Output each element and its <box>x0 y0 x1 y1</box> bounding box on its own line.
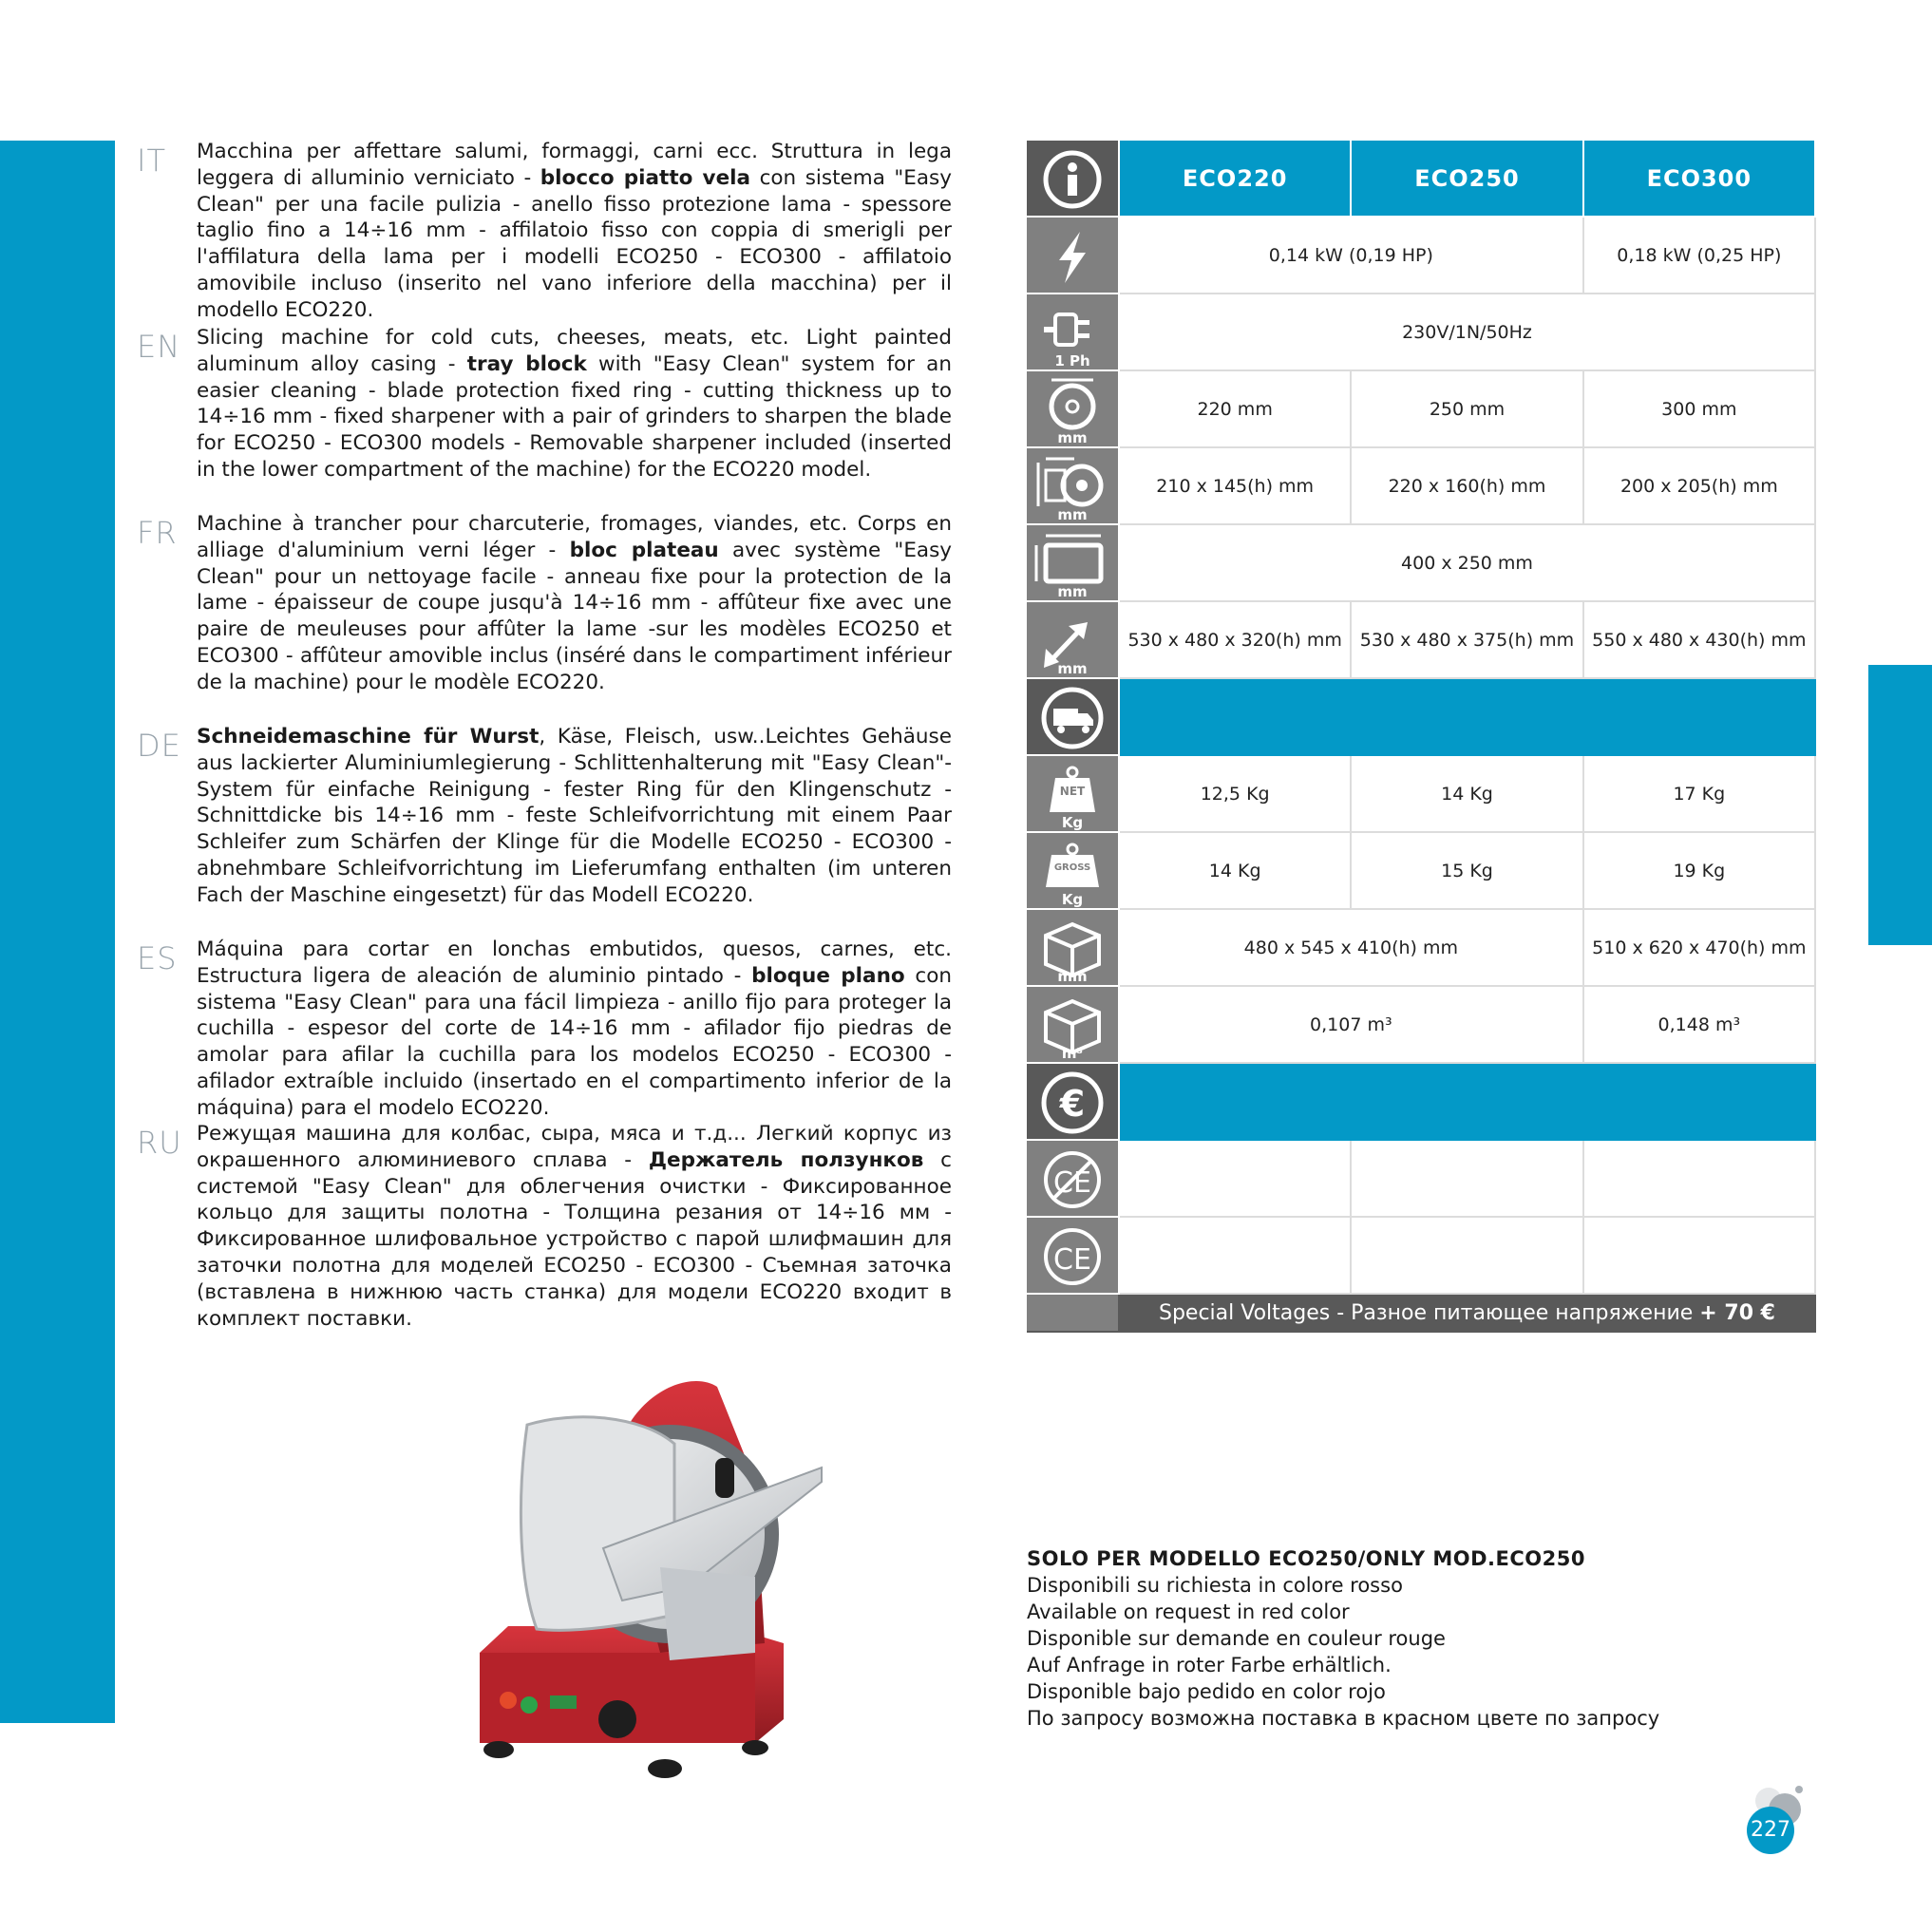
svg-text:mm: mm <box>1057 428 1088 446</box>
spec-cell: 510 x 620 x 470(h) mm <box>1583 909 1815 986</box>
spec-cell <box>1583 1140 1815 1217</box>
svg-text:CE: CE <box>1053 1242 1091 1277</box>
package-dimensions-icon <box>1027 909 1119 986</box>
spec-cell <box>1351 1217 1582 1294</box>
spec-cell: 250 mm <box>1351 370 1582 447</box>
right-accent-tab <box>1868 665 1932 945</box>
spec-cell: 15 Kg <box>1351 832 1582 909</box>
svg-text:Kg: Kg <box>1061 813 1084 831</box>
spec-cell: 0,107 m³ <box>1119 986 1583 1063</box>
spec-cell: 0,18 kW (0,25 HP) <box>1583 217 1815 294</box>
color-note <box>1027 1545 1659 1732</box>
blade-diameter-icon <box>1027 370 1119 447</box>
spec-cell: 12,5 Kg <box>1119 755 1351 832</box>
spec-table <box>1027 139 1816 1333</box>
spec-cell: 300 mm <box>1583 370 1815 447</box>
table-row <box>1027 755 1815 832</box>
page-number: 227 <box>1747 1807 1794 1854</box>
spec-cell: 220 mm <box>1119 370 1351 447</box>
svg-text:m³: m³ <box>1061 1044 1084 1062</box>
gross-weight-icon <box>1027 832 1119 909</box>
spec-cell: 550 x 480 x 430(h) mm <box>1583 601 1815 678</box>
spec-cell <box>1119 1140 1351 1217</box>
spec-cell: 17 Kg <box>1583 755 1815 832</box>
net-weight-icon <box>1027 755 1119 832</box>
spec-cell: 0,14 kW (0,19 HP) <box>1119 217 1583 294</box>
table-row <box>1027 294 1815 370</box>
note-lines <box>1027 1572 1659 1732</box>
svg-text:mm: mm <box>1057 659 1088 677</box>
section-band <box>1119 678 1815 755</box>
package-volume-icon <box>1027 986 1119 1063</box>
svg-text:€: € <box>1059 1082 1086 1125</box>
note-line: По запросу возможна поставка в красном цвете по запросу <box>1027 1707 1660 1730</box>
spec-cell: 0,148 m³ <box>1583 986 1815 1063</box>
spec-cell: 230V/1N/50Hz <box>1119 294 1815 370</box>
left-accent-bar <box>0 141 115 1723</box>
spec-cell: 210 x 145(h) mm <box>1119 447 1351 524</box>
spec-cell: 400 x 250 mm <box>1119 524 1815 601</box>
power-icon <box>1027 217 1119 294</box>
table-row <box>1027 1217 1815 1294</box>
svg-text:GROSS: GROSS <box>1053 862 1091 873</box>
description-text: Slicing machine for cold cuts, cheeses, meats, etc. Light painted aluminum alloy casing - tray block with "Easy Clean" system for an easier cleaning - blade protection fixed ring - cutting thickness up to 14÷16 mm - fixed sharpener with a pair of grinders to sharpen the blade for ECO250 - ECO300 models - Removable sharpener included (inserted in the lower compartment of the machine) for the ECO220 model. <box>197 326 952 482</box>
spec-cell: 530 x 480 x 320(h) mm <box>1119 601 1351 678</box>
table-row <box>1027 1063 1815 1140</box>
language-code: ES <box>137 940 178 976</box>
note-line: Available on request in red color <box>1027 1601 1350 1623</box>
language-code: RU <box>137 1125 182 1161</box>
description-text: Режущая машина для колбас, сыра, мяса и т.д... Легкий корпус из окрашенного алюминиевого сплава - Держатель ползунков с системой "Easy Clean" для облегчения очистки - Фиксированное кольцо для защиты полотна - Толщина резания от 14÷16 мм - Фиксированное шлифовальное устройство с парой шлифмашин для заточки полотна для моделей ECO250 - ECO300 - Съемная заточка (вставлена в нижнюю часть станка) для модели ECO220 входит в комплект поставки. <box>197 1122 952 1331</box>
svg-text:mm: mm <box>1057 505 1088 523</box>
svg-text:1 Ph: 1 Ph <box>1054 351 1090 369</box>
table-header-row <box>1027 140 1815 217</box>
page-decoration <box>1795 1786 1803 1793</box>
table-row <box>1027 832 1815 909</box>
table-row <box>1027 447 1815 524</box>
language-code: EN <box>137 329 181 365</box>
model-header: ECO220 <box>1119 140 1351 217</box>
section-band <box>1119 1063 1815 1140</box>
language-code: IT <box>137 142 166 179</box>
table-row <box>1027 524 1815 601</box>
description-text: Máquina para cortar en lonchas embutidos, quesos, carnes, etc. Estructura ligera de aleación de aluminio pintado - bloque plano con sistema "Easy Clean" para una fácil limpieza - anillo fijo para proteger la cuchilla - espesor del corte de 14÷16 mm - afilador fijo piedras de amolar para afilar la cuchilla para los modelos ECO250 - ECO300 - afilador extraíble incluido (insertado en el compartimento inferior de la máquina) para el modelo ECO220. <box>197 938 953 1120</box>
model-header: ECO250 <box>1351 140 1582 217</box>
language-code: DE <box>137 728 181 764</box>
table-row <box>1027 370 1815 447</box>
slicer-illustration <box>470 1358 964 1795</box>
svg-text:mm: mm <box>1057 967 1088 985</box>
spec-cell: 19 Kg <box>1583 832 1815 909</box>
note-line: Disponibili su richiesta in colore rosso <box>1027 1574 1403 1597</box>
table-row <box>1027 601 1815 678</box>
spec-cell: 14 Kg <box>1119 832 1351 909</box>
spec-cell: 14 Kg <box>1351 755 1582 832</box>
note-line: Auf Anfrage in roter Farbe erhältlich. <box>1027 1654 1392 1676</box>
description-text: Schneidemaschine für Wurst, Käse, Fleisch, usw..Leichtes Gehäuse aus lackierter Aluminiumlegierung - Schlittenhalterung mit "Easy Clean"-System für einfache Reinigung - fester Ring für den Klingenschutz - Schnittdicke bis 14÷16 mm - feste Schleifvorrichtung mit einem Paar Schleifer zum Schärfen der Klinge für die Modelle ECO250 - ECO300 - abnehmbare Schleifvorrichtung im Lieferumfang enthalten (im unteren Fach der Maschine eingesetzt) für das Modell ECO220. <box>197 725 952 907</box>
table-row <box>1027 217 1815 294</box>
table-row <box>1027 986 1815 1063</box>
product-image <box>470 1358 964 1795</box>
table-row <box>1027 1140 1815 1217</box>
note-line: Disponible bajo pedido en color rojo <box>1027 1680 1386 1703</box>
spec-cell: 220 x 160(h) mm <box>1351 447 1582 524</box>
shipping-truck-icon <box>1027 678 1119 755</box>
language-code: FR <box>137 515 178 551</box>
svg-text:CE: CE <box>1053 1165 1091 1200</box>
description-text: Macchina per affettare salumi, formaggi, carni ecc. Struttura in lega leggera di alluminio verniciato - blocco piatto vela con sistema "Easy Clean" per una facile pulizia - anello fisso protezione lama - spessore taglio fino a 14÷16 mm - affilatoio fisso con coppia di smerigli per l'affilatura della lama per i modelli ECO250 - ECO300 - affilatoio amovibile incluso (inserito nel vano inferiore della macchina) per il modello ECO220. <box>197 140 952 322</box>
spec-cell <box>1351 1140 1582 1217</box>
spec-cell <box>1119 1217 1351 1294</box>
spec-cell <box>1583 1217 1815 1294</box>
note-line: Disponible sur demande en couleur rouge <box>1027 1627 1446 1650</box>
ce-icon <box>1027 1217 1119 1294</box>
info-icon <box>1027 140 1119 217</box>
no-ce-icon <box>1027 1140 1119 1217</box>
table-row <box>1027 678 1815 755</box>
svg-text:Kg: Kg <box>1061 890 1084 908</box>
svg-text:mm: mm <box>1057 582 1088 600</box>
carriage-size-icon <box>1027 524 1119 601</box>
note-heading: SOLO PER MODELLO ECO250/ONLY MOD.ECO250 <box>1027 1547 1585 1570</box>
model-header: ECO300 <box>1583 140 1815 217</box>
plug-icon <box>1027 294 1119 370</box>
description-text: Machine à trancher pour charcuterie, fromages, viandes, etc. Corps en alliage d'aluminium verni léger - bloc plateau avec système "Easy Clean" pour un nettoyage facile - anneau fixe pour la protection de la lame - épaisseur de coupe jusqu'à 14÷16 mm - affûteur fixe avec une paire de meuleuses pour affûter la lame -sur les modèles ECO250 et ECO300 - affûteur amovible inclus (inséré dans le compartiment inférieur de la machine) pour le modèle ECO220. <box>197 512 953 694</box>
svg-text:NET: NET <box>1059 784 1086 798</box>
euro-icon <box>1027 1063 1119 1140</box>
spec-cell: 200 x 205(h) mm <box>1583 447 1815 524</box>
spec-cell: 530 x 480 x 375(h) mm <box>1351 601 1582 678</box>
special-voltages-text: Special Voltages - Разное питающее напряжение + 70 € <box>1119 1294 1815 1332</box>
footer-spacer <box>1027 1294 1119 1332</box>
table-row <box>1027 909 1815 986</box>
dimensions-icon <box>1027 601 1119 678</box>
spec-cell: 480 x 545 x 410(h) mm <box>1119 909 1583 986</box>
cutting-capacity-icon <box>1027 447 1119 524</box>
special-voltages-row <box>1027 1294 1815 1332</box>
